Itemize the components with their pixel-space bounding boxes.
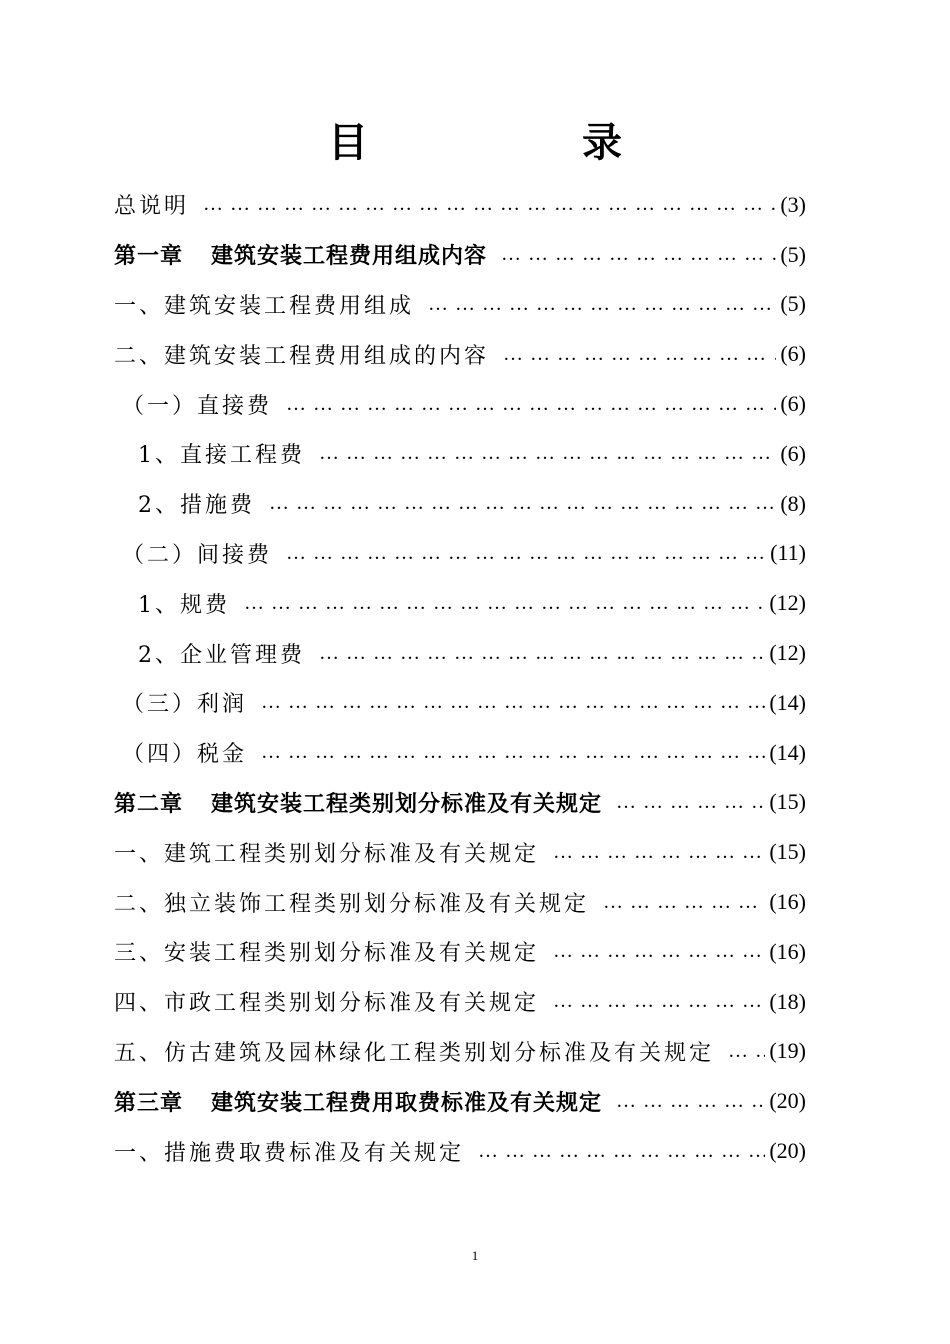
toc-entry-page: (18) <box>769 988 806 1014</box>
page-title: 目 录 <box>328 120 722 166</box>
toc-entry[interactable] <box>114 827 806 877</box>
toc-entry-page: (15) <box>769 789 806 815</box>
toc-entry-page: (14) <box>769 739 806 765</box>
dot-leader <box>261 691 765 714</box>
toc-entry-page: (19) <box>769 1038 806 1064</box>
toc-entry[interactable] <box>114 180 806 230</box>
toc-entry-page: (15) <box>769 839 806 865</box>
toc-entry-label <box>114 1086 602 1117</box>
toc-entry-label: 一、建筑安装工程费用组成 <box>114 293 415 319</box>
table-of-contents <box>114 180 806 1176</box>
dot-leader <box>428 293 776 316</box>
toc-entry-label <box>114 239 487 270</box>
dot-leader <box>553 841 765 864</box>
toc-entry-page: (12) <box>769 640 806 666</box>
dot-leader <box>286 393 776 416</box>
toc-entry[interactable] <box>114 529 806 579</box>
toc-entry[interactable] <box>114 977 806 1027</box>
toc-entry-page: (12) <box>769 590 806 616</box>
dot-leader <box>261 741 765 764</box>
toc-entry[interactable] <box>114 678 806 728</box>
dot-leader <box>478 1140 765 1163</box>
toc-entry-label: 1、直接工程费 <box>138 443 305 469</box>
chapter-number: 第三章 <box>114 1090 184 1116</box>
toc-entry-label: 2、企业管理费 <box>138 642 305 668</box>
dot-leader <box>603 891 765 914</box>
toc-entry-label: 一、建筑工程类别划分标准及有关规定 <box>114 841 540 867</box>
toc-entry-page: (8) <box>780 490 806 516</box>
dot-leader <box>616 791 765 814</box>
dot-leader <box>501 243 776 266</box>
dot-leader <box>503 343 776 366</box>
chapter-title: 建筑安装工程费用组成内容 <box>211 244 488 270</box>
toc-entry-page: (16) <box>769 889 806 915</box>
toc-entry[interactable] <box>114 578 806 628</box>
toc-entry[interactable] <box>114 379 806 429</box>
toc-chapter-entry[interactable] <box>114 778 806 828</box>
toc-entry-page: (5) <box>780 291 806 317</box>
toc-entry-label: （一）直接费 <box>122 393 273 419</box>
toc-entry-label: 三、安装工程类别划分标准及有关规定 <box>114 941 540 967</box>
toc-entry-label: 2、措施费 <box>138 493 255 519</box>
dot-leader <box>728 1040 765 1063</box>
toc-entry-label: 二、建筑安装工程费用组成的内容 <box>114 343 490 369</box>
dot-leader <box>319 442 776 465</box>
toc-entry[interactable] <box>114 329 806 379</box>
toc-entry-label: （二）间接费 <box>122 542 273 568</box>
toc-entry-page: (6) <box>780 391 806 417</box>
toc-entry-page: (14) <box>769 689 806 715</box>
toc-entry-page: (16) <box>769 938 806 964</box>
dot-leader <box>553 990 765 1013</box>
chapter-number: 第二章 <box>114 791 184 817</box>
dot-leader <box>286 542 766 565</box>
toc-entry[interactable] <box>114 280 806 330</box>
toc-entry[interactable] <box>114 628 806 678</box>
toc-entry-page: (6) <box>780 440 806 466</box>
toc-entry-label: （三）利润 <box>122 692 248 718</box>
toc-entry-label <box>114 787 602 818</box>
toc-entry-label: 二、独立装饰工程类别划分标准及有关规定 <box>114 891 590 917</box>
dot-leader <box>553 940 765 963</box>
toc-chapter-entry[interactable] <box>114 230 806 280</box>
dot-leader <box>319 642 765 665</box>
toc-entry-page: (20) <box>769 1138 806 1164</box>
toc-entry-label: 五、仿古建筑及园林绿化工程类别划分标准及有关规定 <box>114 1040 715 1066</box>
toc-entry[interactable] <box>114 877 806 927</box>
toc-entry-label: 四、市政工程类别划分标准及有关规定 <box>114 991 540 1017</box>
chapter-number: 第一章 <box>114 244 184 270</box>
toc-entry-label: （四）税金 <box>122 742 248 768</box>
toc-entry[interactable] <box>114 1027 806 1077</box>
dot-leader <box>244 592 765 615</box>
toc-entry-page: (3) <box>780 191 806 217</box>
toc-chapter-entry[interactable] <box>114 1076 806 1126</box>
toc-entry-label: 1、规费 <box>138 592 230 618</box>
toc-entry[interactable] <box>114 728 806 778</box>
dot-leader <box>203 193 776 216</box>
chapter-title: 建筑安装工程类别划分标准及有关规定 <box>211 791 603 817</box>
toc-entry-page: (6) <box>780 341 806 367</box>
toc-entry-label: 总说明 <box>114 194 190 220</box>
toc-entry[interactable] <box>114 1126 806 1176</box>
toc-entry-page: (5) <box>780 241 806 267</box>
dot-leader <box>616 1090 765 1113</box>
toc-entry-label: 一、措施费取费标准及有关规定 <box>114 1140 465 1166</box>
chapter-title: 建筑安装工程费用取费标准及有关规定 <box>211 1090 603 1116</box>
toc-entry-page: (20) <box>769 1088 806 1114</box>
toc-entry-page: (11) <box>770 540 806 566</box>
toc-entry[interactable] <box>114 927 806 977</box>
toc-entry[interactable] <box>114 429 806 479</box>
dot-leader <box>269 492 776 515</box>
toc-entry[interactable] <box>114 479 806 529</box>
page-number: 1 <box>471 1248 479 1263</box>
